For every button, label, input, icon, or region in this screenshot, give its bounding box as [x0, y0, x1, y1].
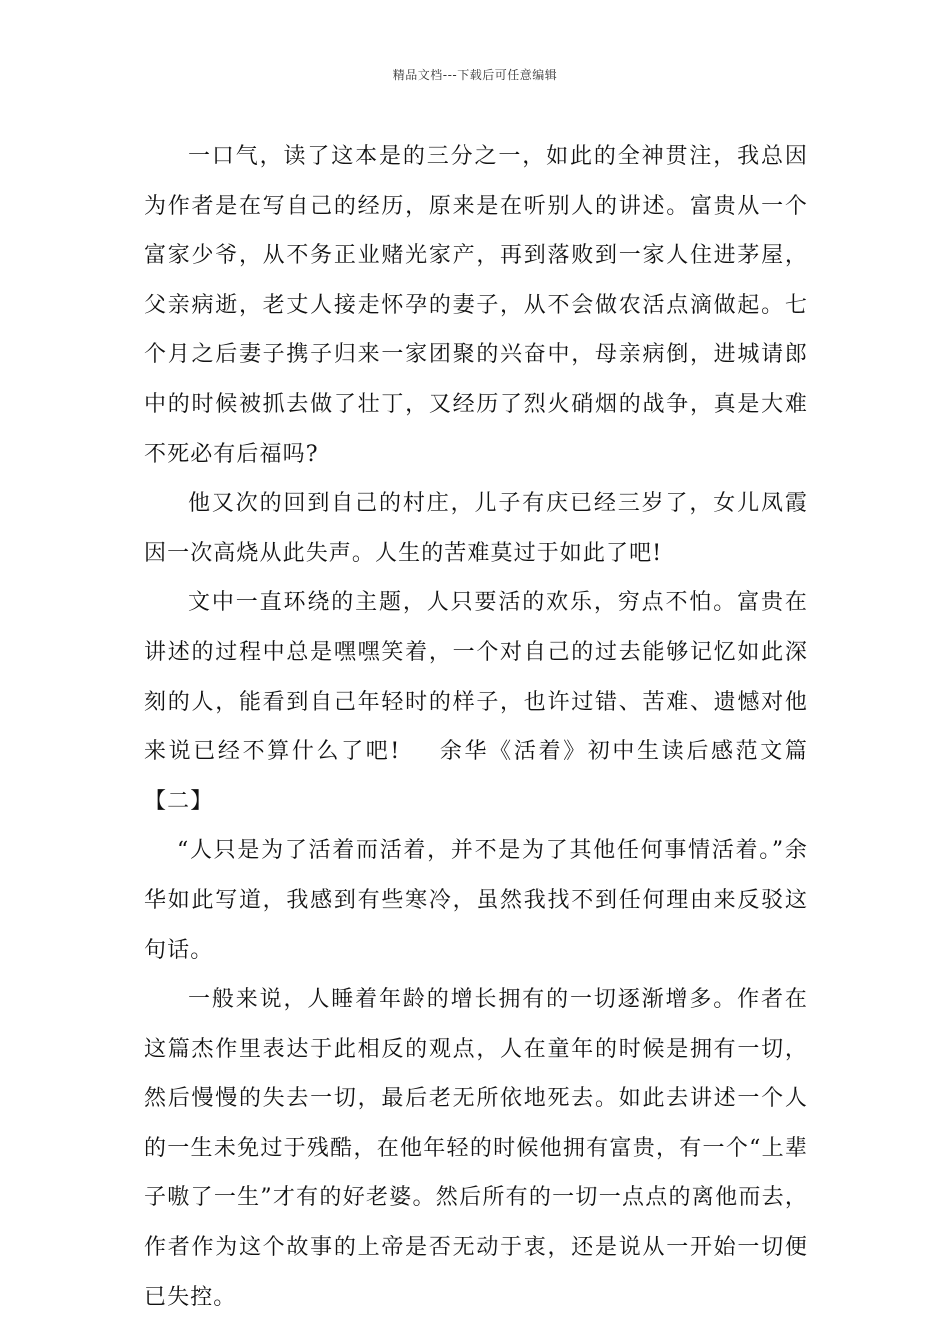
paragraph: 一口气，读了这本是的三分之一，如此的全神贯注，我总因为作者是在写自己的经历，原来是在听别人的讲述。富贵从一个富家少爷，从不务正业赌光家产，再到落败到一家人住进茅屋，父亲病逝，老丈人接走怀孕的妻子，从不会做农活点滴做起。七个月之后妻子携子归来一家团聚的兴奋中，母亲病倒，进城请郎中的时候被抓去做了壮丁，又经历了烈火硝烟的战争，真是大难不死必有后福吗?: [144, 144, 808, 467]
paragraph: “人只是为了活着而活着，并不是为了其他任何事情活着。”余华如此写道，我感到有些寒冷，虽然我找不到任何理由来反驳这句话。: [144, 838, 808, 963]
paragraph: 他又次的回到自己的村庄，儿子有庆已经三岁了，女儿凤霞因一次高烧从此失声。人生的苦难莫过于如此了吧!: [144, 491, 808, 566]
document-body: [144, 132, 808, 1322]
paragraph-text: 文中一直环绕的主题，人只要活的欢乐，穷点不怕。富贵在讲述的过程中总是嘿嘿笑着，一个对自己的过去能够记忆如此深刻的人，能看到自己年轻时的样子，也许过错、苦难、遗憾对他来说已经不算什么了吧!: [144, 590, 808, 765]
paragraph: 一般来说，人睡着年龄的增长拥有的一切逐渐增多。作者在这篇杰作里表达于此相反的观点，人在童年的时候是拥有一切，然后慢慢的失去一切，最后老无所依地死去。如此去讲述一个人的一生未免过于残酷，在他年轻的时候他拥有富贵，有一个“上辈子嗷了一生”才有的好老婆。然后所有的一切一点点的离他而去，作者作为这个故事的上帝是否无动于衷，还是说从一开始一切便已失控。: [144, 987, 808, 1310]
page-header: 精品文档---下载后可任意编辑: [392, 68, 558, 82]
section-heading: 余华《活着》初中生读后感范文篇【二】: [144, 739, 808, 814]
paragraph: [144, 578, 808, 826]
